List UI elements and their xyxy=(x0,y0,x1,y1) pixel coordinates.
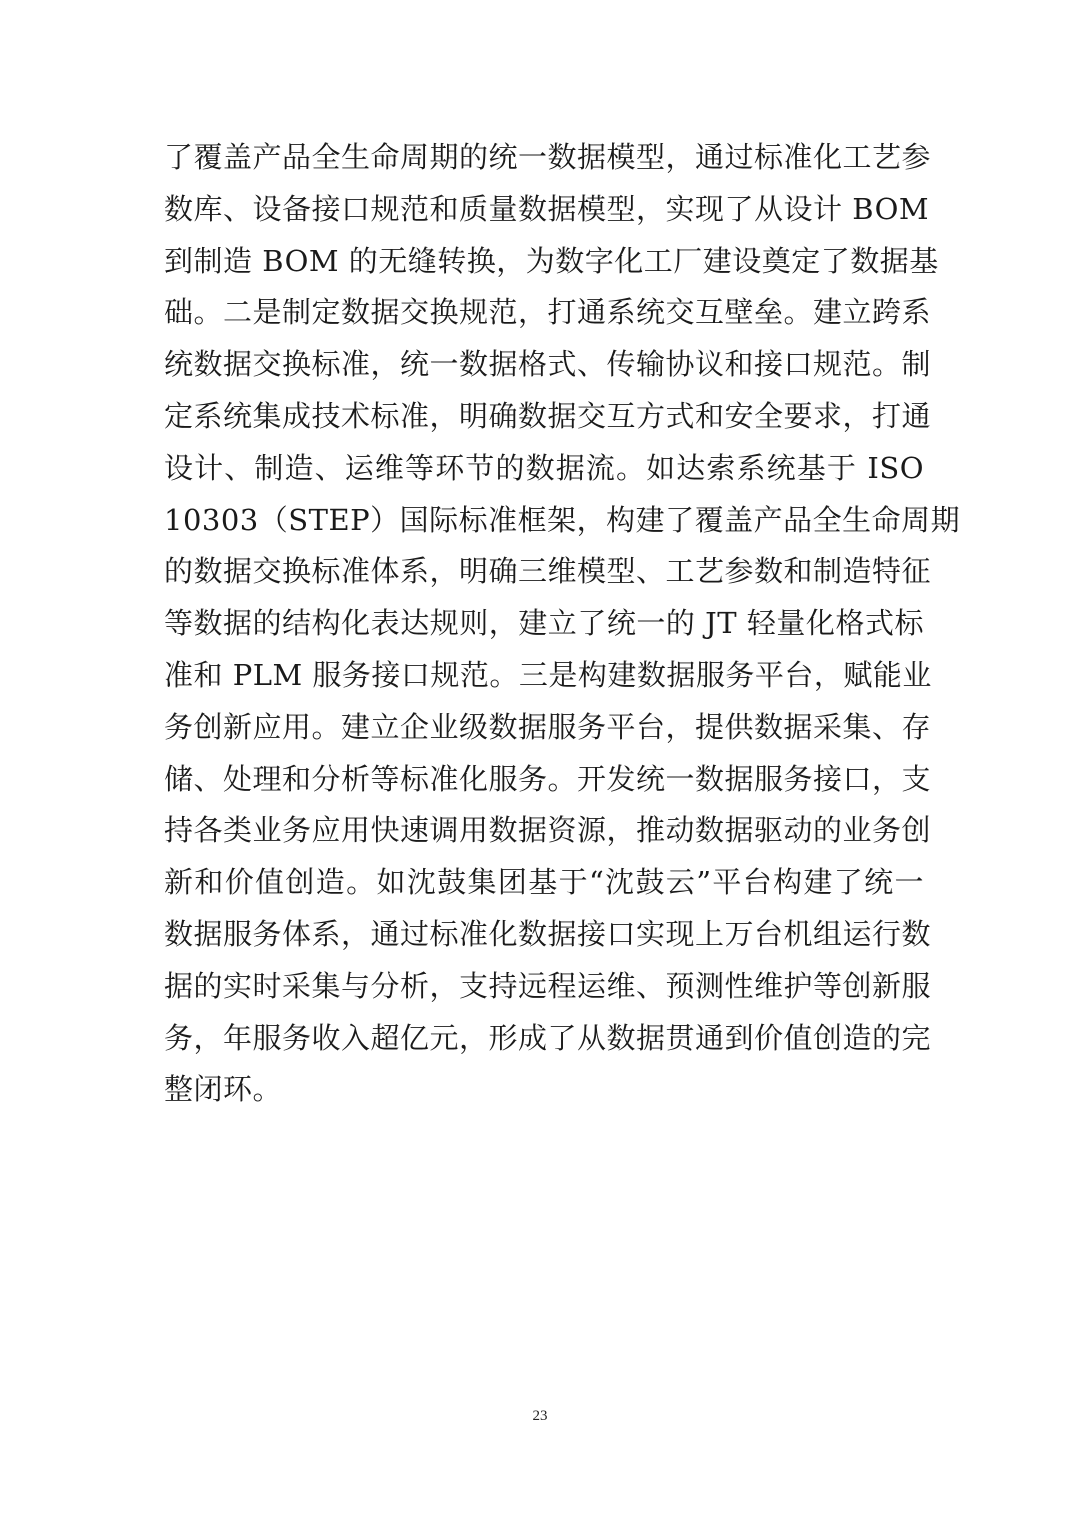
text-line: 持各类业务应用快速调用数据资源，推动数据驱动的业务创 xyxy=(164,813,932,848)
text-line: 数据服务体系，通过标准化数据接口实现上万台机组运行数 xyxy=(164,916,932,951)
text-line: 设计、制造、运维等环节的数据流。如达索系统基于 ISO xyxy=(164,450,924,485)
text-line: 10303（STEP）国际标准框架，构建了覆盖产品全生命周期 xyxy=(164,502,961,537)
text-line: 统数据交换标准，统一数据格式、传输协议和接口规范。制 xyxy=(164,347,932,382)
text-line: 储、处理和分析等标准化服务。开发统一数据服务接口，支 xyxy=(164,761,932,796)
text-line: 础。二是制定数据交换规范，打通系统交互壁垒。建立跨系 xyxy=(164,295,932,330)
text-line: 等数据的结构化表达规则，建立了统一的 JT 轻量化格式标 xyxy=(164,606,924,641)
text-line: 据的实时采集与分析，支持远程运维、预测性维护等创新服 xyxy=(164,968,932,1003)
page-number: 23 xyxy=(532,1408,548,1424)
text-line: 新和价值创造。如沈鼓集团基于“沈鼓云”平台构建了统一 xyxy=(164,865,924,900)
text-line: 务创新应用。建立企业级数据服务平台，提供数据采集、存 xyxy=(164,709,932,744)
text-line: 的数据交换标准体系，明确三维模型、工艺参数和制造特征 xyxy=(164,554,932,589)
text-line: 到制造 BOM 的无缝转换，为数字化工厂建设奠定了数据基 xyxy=(164,243,939,278)
text-line: 数库、设备接口规范和质量数据模型，实现了从设计 BOM xyxy=(164,191,930,226)
text-line: 准和 PLM 服务接口规范。三是构建数据服务平台，赋能业 xyxy=(164,657,932,692)
text-line: 了覆盖产品全生命周期的统一数据模型，通过标准化工艺参 xyxy=(164,140,932,174)
text-line-last: 整闭环。 xyxy=(164,1072,283,1107)
text-line: 务，年服务收入超亿元，形成了从数据贯通到价值创造的完 xyxy=(164,1020,932,1055)
text-line: 定系统集成技术标准，明确数据交互方式和安全要求，打通 xyxy=(164,398,932,433)
body-paragraph xyxy=(164,132,961,1116)
